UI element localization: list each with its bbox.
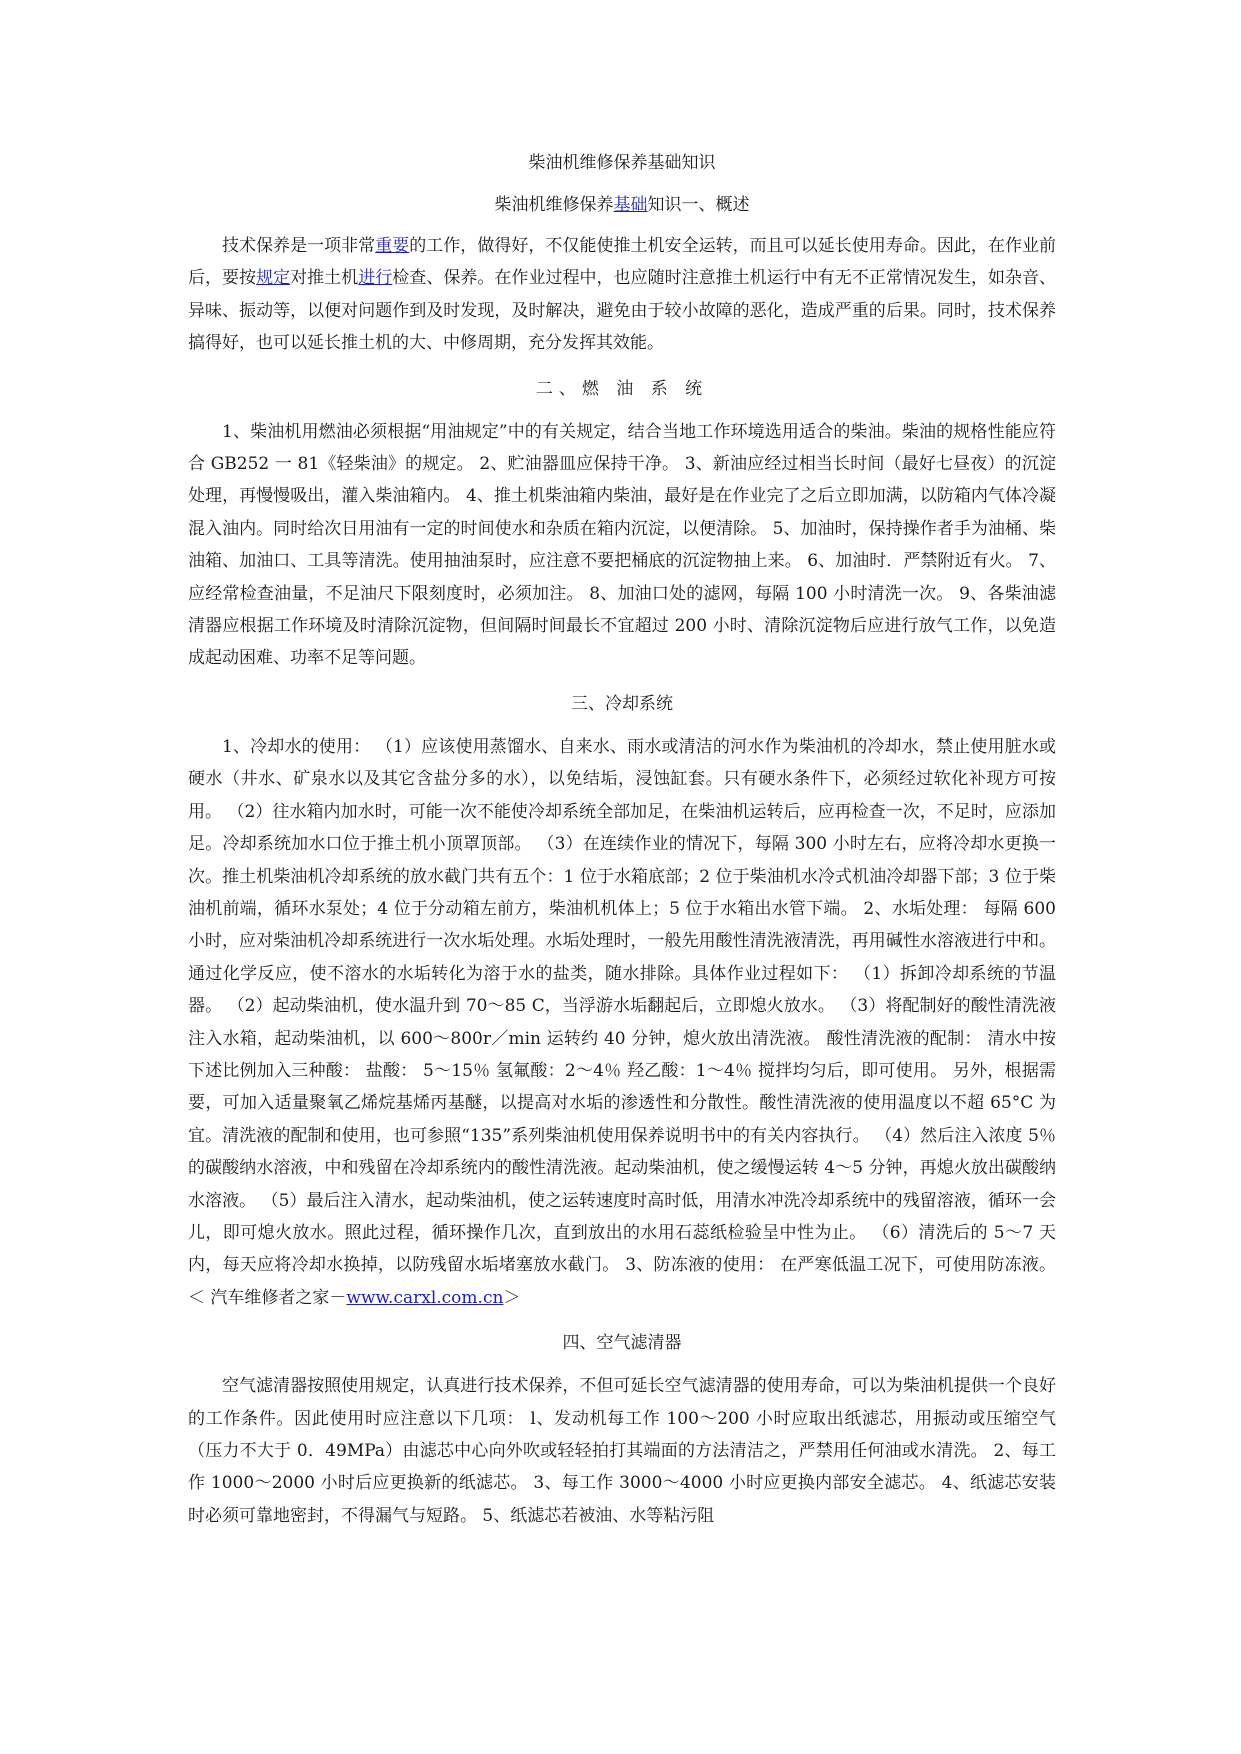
text-run: 对推土机 xyxy=(290,268,359,289)
subtitle-suffix: 知识一、概述 xyxy=(647,195,750,215)
section-4-heading: 四、空气滤清器 xyxy=(562,1333,682,1354)
section-4-paragraph: 空气滤清器按照使用规定，认真进行技术保养，不但可延长空气滤清器的使用寿命，可以为柴油机提供一个良好的工作条件。因此使用时应注意以下几项： l、发动机每工作 100～200 小时应取出纸滤芯，用振动或压缩空气（压力不大于 0．49MPa）由滤芯中心向外吹或轻轻拍打其端面的方法清洁之，严禁用任何油或水清洗。 2、每工作 1000～2000 小时后应更换新的纸滤芯。 3、每工作 3000～4000 小时应更换内部安全滤芯。 4、纸滤芯安装时必须可靠地密封，不得漏气与短路。 5、纸滤芯若被油、水等粘污阻 xyxy=(188,1376,1056,1526)
text-run: 技术保养是一项非常 xyxy=(222,236,376,256)
link-carxl[interactable]: www.carxl.com.cn xyxy=(346,1287,504,1308)
text-run: ＞ xyxy=(503,1287,521,1308)
link-guiding[interactable]: 规定 xyxy=(256,268,291,289)
link-jinxing[interactable]: 进行 xyxy=(358,268,393,289)
text-run: 的工作，做得好，不仅能使推土机安全运转，而且可以延长使用寿命。因此，在作业前后，要按 xyxy=(188,236,1057,289)
document-body xyxy=(188,148,1056,1532)
subtitle-prefix: 柴油机维修保养 xyxy=(494,195,614,215)
section-2-heading: 二、燃 油 系 统 xyxy=(535,378,709,399)
section-1-title xyxy=(188,190,1056,220)
document-title: 柴油机维修保养基础知识 xyxy=(528,153,716,173)
section-3-heading: 三、冷却系统 xyxy=(571,693,673,714)
section-1-paragraph xyxy=(188,230,1056,360)
link-zhongyao[interactable]: 重要 xyxy=(375,236,410,256)
section-3-paragraph xyxy=(188,731,1056,1314)
text-run: 1、冷却水的使用： （1）应该使用蒸馏水、自来水、雨水或清洁的河水作为柴油机的冷却水，禁止使用脏水或硬水（井水、矿泉水以及其它含盐分多的水），以免结垢，浸蚀缸套。只有硬水条件下，必须经过软化补现方可按用。 （2）往水箱内加水时，可能一次不能使冷却系统全部加足，在柴油机运转后，应再检查一次，不足时，应添加足。冷却系统加水口位于推土机小顶罩顶部。 （3）在连续作业的情况下，每隔 300 小时左右，应将冷却水更换一次。推土机柴油机冷却系统的放水截门共有五个：1 位于水箱底部；2 位于柴油机水冷式机油冷却器下部；3 位于柴油机前端，循环水泵处；4 位于分动箱左前方，柴油机机体上；5 位于水箱出水管下端。 2、水垢处理： 每隔 600 小时，应对柴油机冷却系统进行一次水垢处理。水垢处理时，一般先用酸性清洗液清洗，再用碱性水溶液进行中和。通过化学反应，使不溶水的水垢转化为溶于水的盐类，随水排除。具体作业过程如下： （1）拆卸冷却系统的节温器。 （2）起动柴油机，使水温升到 70～85 C，当浮游水垢翻起后，立即熄火放水。 （3）将配制好的酸性清洗液注入水箱，起动柴油机，以 600～800r／min 运转约 40 分钟，熄火放出清洗液。 酸性清洗液的配制： 清水中按下述比例加入三种酸： 盐酸： 5～15％ 氢氟酸：2～4％ 羟乙酸：1～4％ 搅拌均匀后，即可使用。 另外，根据需要，可加入适量聚氧乙烯烷基烯丙基醚，以提高对水垢的渗透性和分散性。酸性清洗液的使用温度以不超 65°C 为宜。清洗液的配制和使用，也可参照“135”系列柴油机使用保养说明书中的有关内容执行。 （4）然后注入浓度 5％的碳酸纳水溶液，中和残留在冷却系统内的酸性清洗液。起动柴油机，使之缓慢运转 4～5 分钟，再熄火放出碳酸纳水溶液。 （5）最后注入清水，起动柴油机，使之运转速度时高时低，用清水冲洗冷却系统中的残留溶液，循环一会儿，即可熄火放水。照此过程，循环操作几次，直到放出的水用石蕊纸检验呈中性为止。 （6）清洗后的 5～7 天内，每天应将冷却水换掉，以防残留水垢堵塞放水截门。 3、防冻液的使用： 在严寒低温工况下，可使用防冻液。 ＜ 汽车维修者之家－ xyxy=(188,736,1056,1308)
text-run: 检查、保养。在作业过程中，也应随时注意推土机运行中有无不正常情况发生，如杂音、异味、振动等，以便对问题作到及时发现，及时解决，避免由于较小故障的恶化，造成严重的后果。同时，技术保养搞得好，也可以延长推土机的大、中修周期，充分发挥其效能。 xyxy=(188,268,1057,354)
section-2-paragraph: 1、柴油机用燃油必须根据“用油规定”中的有关规定，结合当地工作环境选用适合的柴油。柴油的规格性能应符合 GB252 一 81《轻柴油》的规定。 2、贮油器皿应保持干净。 3、新油应经过相当长时间（最好七昼夜）的沉淀处理，再慢慢吸出，灌入柴油箱内。 4、推土机柴油箱内柴油，最好是在作业完了之后立即加满，以防箱内气体冷凝混入油内。同时给次日用油有一定的时间使水和杂质在箱内沉淀，以便清除。 5、加油时，保持操作者手为油桶、柴油箱、加油口、工具等清洗。使用抽油泵时，应注意不要把桶底的沉淀物抽上来。 6、加油时．严禁附近有火。 7、应经常检查油量，不足油尺下限刻度时，必须加注。 8、加油口处的滤网，每隔 100 小时清洗一次。 9、各柴油滤清器应根据工作环境及时清除沉淀物，但间隔时间最长不宜超过 200 小时、清除沉淀物后应进行放气工作，以免造成起动困难、功率不足等问题。 xyxy=(188,421,1056,669)
link-jichu[interactable]: 基础 xyxy=(613,195,648,215)
